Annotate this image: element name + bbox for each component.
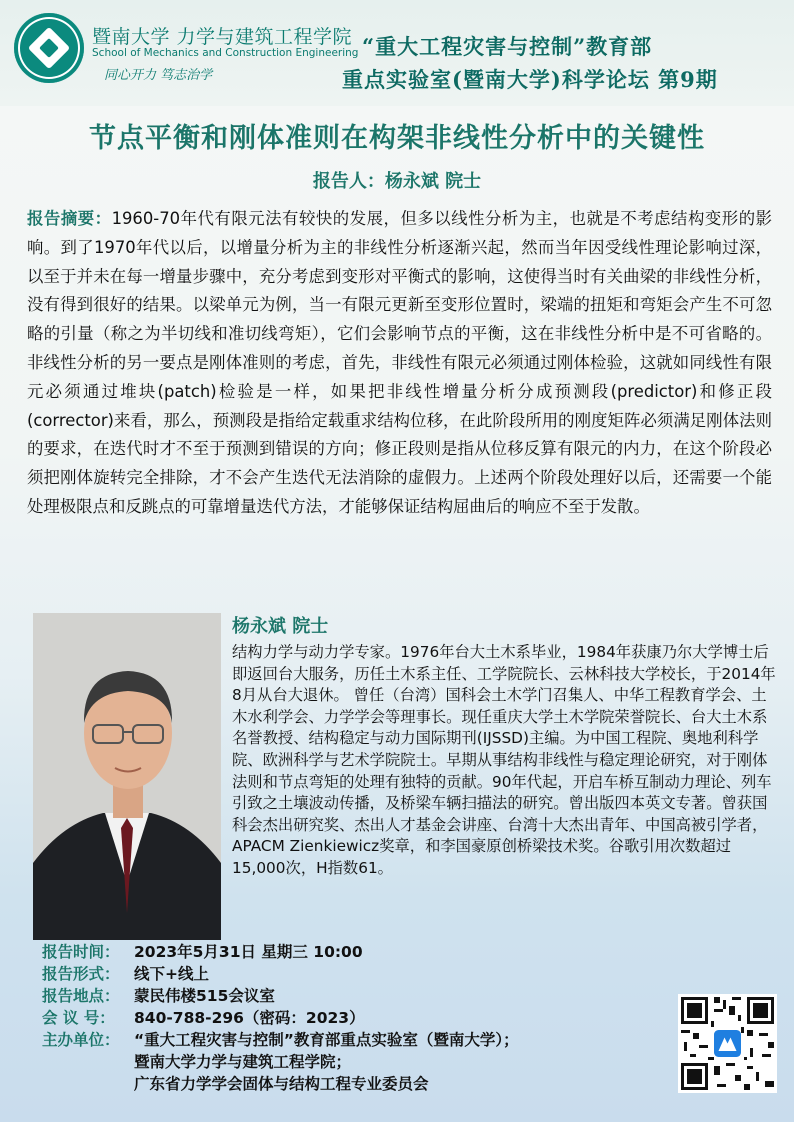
bio-text: 结构力学与动力学专家。1976年台大土木系毕业，1984年获康乃尔大学博士后即返回台大服务，历任土木系主任、工学院院长、云林科技大学校长，于2014年8月从台大退休。 曾任（台湾）国科会土木学门召集人、中华工程教育学会、土木水利学会、力学学会等理事长。现任重庆大学土木学院荣誉院长、台大土木系名誉教授、结构稳定与动力国际期刊(IJSSD)主编。为中国工程院、奥地利科学院、欧洲科学与艺术学院院士。早期从事结构非线性与稳定理论研究，对于刚体法则和节点弯矩的处理有独特的贡献。90年代起，开启车桥互制动力理论、列车引致之土壤波动传播，及桥梁车辆扫描法的研究。曾出版四本英文专著。曾获国科会杰出研究奖、杰出人才基金会讲座、台湾十大杰出青年、中国高被引学者，APACM Zienkiewicz奖章，和李国豪原创桥梁技术奖。谷歌引用次数超过15,000次，H指数61。 <box>232 643 776 877</box>
info-form <box>42 964 519 986</box>
school-motto: 同心开力 笃志治学 <box>104 68 213 83</box>
form-value: 线下+线上 <box>134 965 209 983</box>
reporter-line: 报告人：杨永斌 院士 <box>312 171 482 192</box>
qr-code-graphic <box>678 994 777 1093</box>
qr-code[interactable] <box>678 994 777 1093</box>
meeting-value: 840-788-296（密码：2023） <box>134 1009 365 1027</box>
host-value-2: 暨南大学力学与建筑工程学院； <box>134 1053 352 1071</box>
place-value: 蒙民伟楼515会议室 <box>134 987 275 1005</box>
forum-title-line2: 重点实验室(暨南大学)科学论坛 第9期 <box>342 67 718 92</box>
info-meeting <box>42 1008 519 1030</box>
info-place <box>42 986 519 1008</box>
bio-name: 杨永斌 院士 <box>232 616 329 637</box>
host-value-1: “重大工程灾害与控制”教育部重点实验室（暨南大学）； <box>134 1031 519 1049</box>
school-name-en: School of Mechanics and Construction Engineering <box>92 47 359 59</box>
info-host <box>42 1030 519 1052</box>
forum-title-line1: “重大工程灾害与控制”教育部 <box>362 34 653 59</box>
abstract-text: 1960-70年代有限元法有较快的发展，但多以线性分析为主，也就是不考虑结构变形的影响。到了1970年代以后，以增量分析为主的非线性分析逐渐兴起，然而当年因受线性理论影响过深，以至于并未在每一增量步骤中，充分考虑到变形对平衡式的影响，这使得当时有关曲梁的非线性分析，没有得到很好的结果。以梁单元为例，当一有限元更新至变形位置时，梁端的扭矩和弯矩会产生不可忽略的引量（称之为半切线和准切线弯矩），它们会影响节点的平衡，这在非线性分析中是不可省略的。非线性分析的另一要点是刚体准则的考虑，首先，非线性有限元必须通过刚体检验，这就如同线性有限元必须通过堆块(patch)检验是一样，如果把非线性增量分析分成预测段(predictor)和修正段(corrector)来看，那么，预测段是指给定载重求结构位移，在此阶段所用的刚度矩阵必须满足刚体法则的要求，在迭代时才不至于预测到错误的方向；修正段则是指从位移反算有限元的内力，在这个阶段必须把刚体旋转完全排除，才不会产生迭代无法消除的虚假力。上述两个阶段处理好以后，还需要一个能处理极限点和反跳点的可靠增量迭代方法，才能够保证结构屈曲后的响应不至于发散。 <box>27 209 773 516</box>
university-logo <box>14 13 84 83</box>
time-label: 报告时间： <box>42 943 120 961</box>
school-name-cn: 暨南大学 力学与建筑工程学院 <box>92 26 353 48</box>
form-label: 报告形式： <box>42 965 120 983</box>
meeting-label: 会 议 号： <box>42 1009 115 1027</box>
time-value: 2023年5月31日 星期三 10:00 <box>134 943 363 961</box>
talk-title: 节点平衡和刚体准则在构架非线性分析中的关键性 <box>89 123 705 154</box>
host-value-3: 广东省力学学会固体与结构工程专业委员会 <box>134 1075 429 1093</box>
speaker-photo <box>33 613 221 940</box>
logo-emblem <box>28 27 70 69</box>
event-info <box>42 942 519 1096</box>
abstract <box>27 205 772 522</box>
place-label: 报告地点： <box>42 987 120 1005</box>
header <box>0 0 794 106</box>
info-time <box>42 942 519 964</box>
abstract-label: 报告摘要： <box>27 209 112 228</box>
speaker-portrait-illustration <box>33 613 221 940</box>
host-label: 主办单位： <box>42 1031 120 1049</box>
